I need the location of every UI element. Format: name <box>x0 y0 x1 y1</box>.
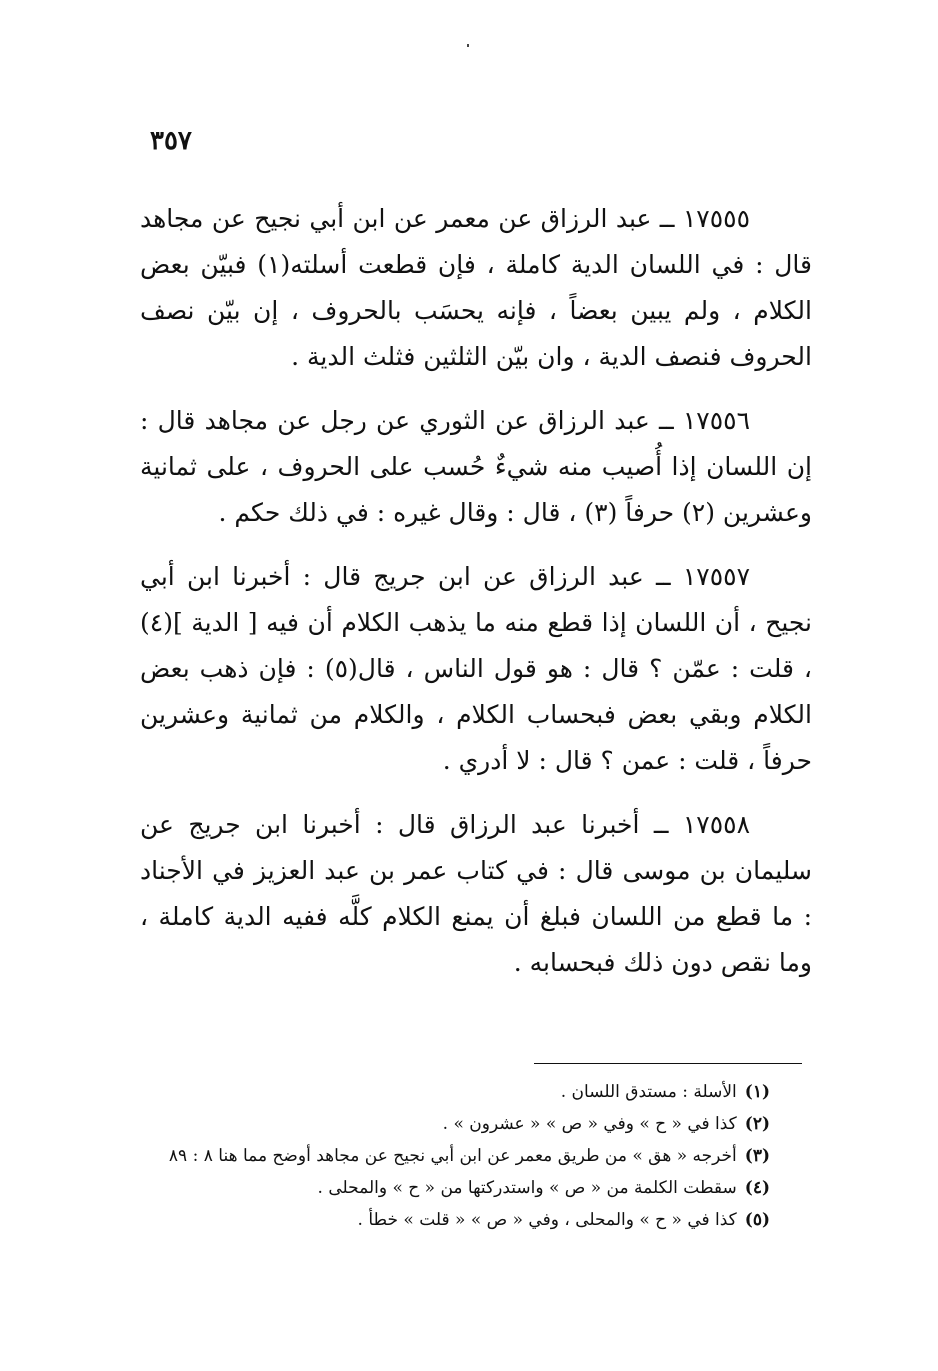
footnote-number: (٣) <box>744 1146 770 1166</box>
footnote-item <box>130 1140 770 1172</box>
footnote-text: كذا في « ح » والمحلى ، وفي « ص » « قلت » خطأ . <box>357 1210 737 1230</box>
paragraph-17555: ١٧٥٥٥ ــ عبد الرزاق عن معمر عن ابن أبي نجيح عن مجاهد قال : في اللسان الدية كاملة ، فإن قطعت أسلته(١) فبيّن بعض الكلام ، ولم يبين بعضاً ، فإنه يحسَب بالحروف ، إن بيّن نصف الحروف فنصف الدية ، وان بيّن الثلثين فثلث الدية . <box>140 204 812 371</box>
footnote-item <box>130 1076 770 1108</box>
footnote-item <box>130 1204 770 1236</box>
footnote-divider <box>534 1063 802 1064</box>
footnote-number: (٢) <box>744 1114 770 1134</box>
footnote-number: (١) <box>744 1082 770 1102</box>
footnotes-section <box>130 1076 770 1236</box>
footnote-number: (٥) <box>744 1210 770 1230</box>
main-text <box>140 196 812 1004</box>
footnote-text: أخرجه « هق » من طريق معمر عن ابن أبي نجيح عن مجاهد أوضح مما هنا ٨ : ٨٩ <box>168 1146 737 1166</box>
footnote-text: كذا في « ح » وفي « ص » « عشرون » . <box>442 1114 737 1134</box>
footnote-item <box>130 1108 770 1140</box>
footnote-item <box>130 1172 770 1204</box>
scan-mark <box>467 44 469 47</box>
paragraph-17556: ١٧٥٥٦ ــ عبد الرزاق عن الثوري عن رجل عن مجاهد قال : إن اللسان إذا أُصيب منه شيءٌ حُسب على الحروف ، على ثمانية وعشرين (٢) حرفاً (٣) ، قال : وقال غيره : في ذلك حكم . <box>140 406 812 527</box>
footnote-text: سقطت الكلمة من « ص » واستدركتها من « ح » والمحلى . <box>317 1178 737 1198</box>
footnote-number: (٤) <box>744 1178 770 1198</box>
page-number: ٣٥٧ <box>150 126 192 156</box>
paragraph-17558: ١٧٥٥٨ ــ أخبرنا عبد الرزاق قال : أخبرنا ابن جريج عن سليمان بن موسى قال : في كتاب عمر بن عبد العزيز في الأجناد : ما قطع من اللسان فبلغ أن يمنع الكلام كلَّه ففيه الدية كاملة ، وما نقص دون ذلك فبحسابه . <box>140 810 812 977</box>
footnote-text: الأسلة : مستدق اللسان . <box>560 1082 737 1102</box>
paragraph-17557: ١٧٥٥٧ ــ عبد الرزاق عن ابن جريج قال : أخبرنا ابن أبي نجيح ، أن اللسان إذا قطع منه ما يذهب الكلام أن فيه [ الدية ](٤) ، قلت : عمّن ؟ قال : هو قول الناس ، قال(٥) : فإن ذهب بعض الكلام وبقي بعض فبحساب الكلام ، والكلام من ثمانية وعشرين حرفاً ، قلت : عمن ؟ قال : لا أدري . <box>140 562 812 775</box>
